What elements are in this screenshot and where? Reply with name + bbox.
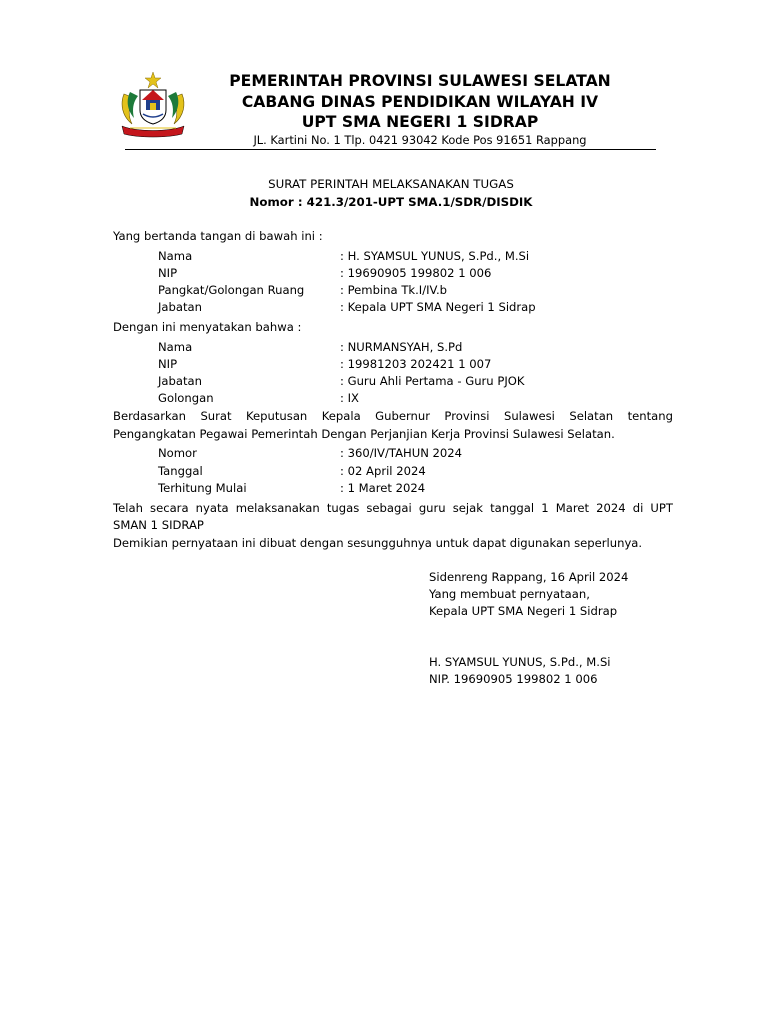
employee-grade-value: : IX — [340, 391, 359, 405]
employee-nip-label: NIP — [158, 357, 178, 371]
signatory-name-label: Nama — [158, 249, 193, 263]
letterhead-address: JL. Kartini No. 1 Tlp. 0421 93042 Kode Pos 91651 Rappang — [253, 133, 587, 147]
signature-role-line1: Yang membuat pernyataan, — [429, 587, 590, 601]
employee-position-value: : Guru Ahli Pertama - Guru PJOK — [340, 374, 525, 388]
signatory-nip-value: : 19690905 199802 1 006 — [340, 266, 492, 280]
document-number: Nomor : 421.3/201-UPT SMA.1/SDR/DISDIK — [249, 195, 533, 209]
closing-statement: Demikian pernyataan ini dibuat dengan sesungguhnya untuk dapat digunakan seperlunya. — [113, 536, 643, 550]
decree-start-value: : 1 Maret 2024 — [340, 481, 426, 495]
duty-paragraph-line1: Telah secara nyata melaksanakan tugas sebagai guru sejak tanggal 1 Maret 2024 di UPT — [113, 501, 673, 515]
document-title: SURAT PERINTAH MELAKSANAKAN TUGAS — [268, 177, 514, 191]
duty-paragraph-line2: SMAN 1 SIDRAP — [113, 518, 204, 532]
signature-role-line2: Kepala UPT SMA Negeri 1 Sidrap — [429, 604, 618, 618]
signature-name: H. SYAMSUL YUNUS, S.Pd., M.Si — [429, 655, 611, 669]
intro-text: Yang bertanda tangan di bawah ini : — [113, 229, 323, 243]
letterhead-divider — [125, 149, 656, 150]
employee-grade-label: Golongan — [158, 391, 214, 405]
decree-date-label: Tanggal — [158, 464, 203, 478]
letterhead-branch: CABANG DINAS PENDIDIKAN WILAYAH IV — [241, 93, 599, 111]
statement-intro: Dengan ini menyatakan bahwa : — [113, 320, 302, 334]
letterhead-province: PEMERINTAH PROVINSI SULAWESI SELATAN — [229, 72, 611, 90]
signature-nip: NIP. 19690905 199802 1 006 — [429, 672, 598, 686]
employee-name-value: : NURMANSYAH, S.Pd — [340, 340, 463, 354]
employee-name-label: Nama — [158, 340, 193, 354]
letterhead-school: UPT SMA NEGERI 1 SIDRAP — [301, 113, 539, 131]
decree-number-value: : 360/IV/TAHUN 2024 — [340, 446, 463, 460]
signatory-rank-value: : Pembina Tk.I/IV.b — [340, 283, 448, 297]
signatory-name-value: : H. SYAMSUL YUNUS, S.Pd., M.Si — [340, 249, 530, 263]
signatory-nip-label: NIP — [158, 266, 178, 280]
basis-paragraph-line2: Pengangkatan Pegawai Pemerintah Dengan Perjanjian Kerja Provinsi Sulawesi Selatan. — [113, 427, 615, 441]
signatory-rank-label: Pangkat/Golongan Ruang — [158, 283, 305, 297]
signature-place-date: Sidenreng Rappang, 16 April 2024 — [429, 570, 629, 584]
employee-nip-value: : 19981203 202421 1 007 — [340, 357, 492, 371]
signatory-position-value: : Kepala UPT SMA Negeri 1 Sidrap — [340, 300, 536, 314]
decree-date-value: : 02 April 2024 — [340, 464, 426, 478]
signatory-position-label: Jabatan — [158, 300, 202, 314]
decree-number-label: Nomor — [158, 446, 197, 460]
basis-paragraph-line1: Berdasarkan Surat Keputusan Kepala Gubernur Provinsi Sulawesi Selatan tentang — [113, 409, 673, 423]
decree-start-label: Terhitung Mulai — [158, 481, 247, 495]
employee-position-label: Jabatan — [158, 374, 202, 388]
